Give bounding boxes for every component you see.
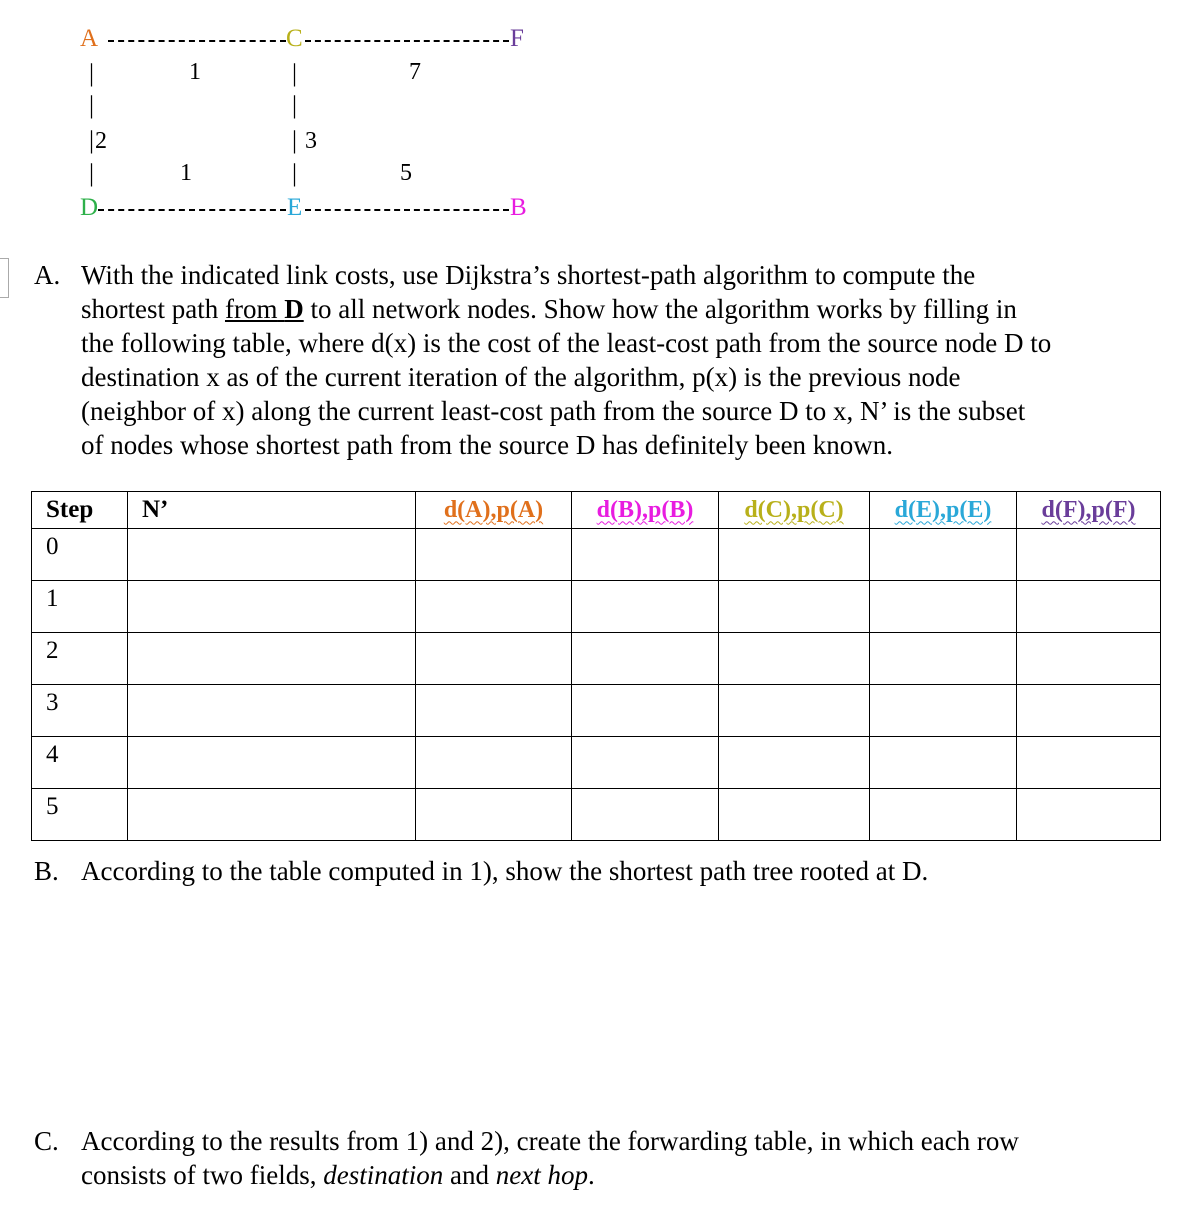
table-row — [32, 737, 1161, 789]
question-a-line-6: of nodes whose shortest path from the source D has definitely been known. — [81, 430, 894, 460]
cell-f[interactable] — [1017, 789, 1161, 841]
header-e: d(E),p(E) — [870, 492, 1017, 529]
link-c-e: | — [292, 127, 298, 154]
n-prime-cell[interactable] — [128, 789, 416, 841]
n-prime-cell[interactable] — [128, 685, 416, 737]
cell-b[interactable] — [572, 737, 719, 789]
table-row — [32, 581, 1161, 633]
question-a-line-2-post: to all network nodes. Show how the algorithm works by filling in — [303, 294, 1017, 324]
cost-a-d: 2 — [95, 128, 107, 154]
cell-a[interactable] — [416, 737, 572, 789]
table-row — [32, 789, 1161, 841]
cell-e[interactable] — [870, 633, 1017, 685]
cell-b[interactable] — [572, 581, 719, 633]
cell-a[interactable] — [416, 581, 572, 633]
node-e: E — [287, 194, 303, 221]
question-c-destination: destination — [323, 1160, 444, 1190]
link-c-f — [305, 40, 509, 42]
question-c-next-hop: next hop — [495, 1160, 588, 1190]
cell-f[interactable] — [1017, 581, 1161, 633]
cell-f[interactable] — [1017, 529, 1161, 581]
cell-b[interactable] — [572, 633, 719, 685]
node-f: F — [510, 25, 524, 52]
header-f: d(F),p(F) — [1017, 492, 1161, 529]
node-c: C — [286, 25, 303, 52]
table-header-row — [32, 492, 1161, 529]
cell-b[interactable] — [572, 789, 719, 841]
cell-c[interactable] — [719, 529, 870, 581]
node-b: B — [510, 194, 527, 221]
cost-c-e: 3 — [305, 128, 317, 154]
link-a-c — [108, 40, 286, 42]
cell-f[interactable] — [1017, 633, 1161, 685]
cell-e[interactable] — [870, 737, 1017, 789]
question-a — [34, 258, 1154, 462]
question-a-line-1: With the indicated link costs, use Dijkstra’s shortest-path algorithm to compute the — [81, 260, 976, 290]
n-prime-cell[interactable] — [128, 737, 416, 789]
n-prime-cell[interactable] — [128, 633, 416, 685]
question-a-line-4: destination x as of the current iteration of the algorithm, p(x) is the previous node — [81, 362, 961, 392]
cell-f[interactable] — [1017, 737, 1161, 789]
header-a: d(A),p(A) — [416, 492, 572, 529]
cost-c-f: 7 — [409, 59, 421, 85]
header-b: d(B),p(B) — [572, 492, 719, 529]
n-prime-cell[interactable] — [128, 529, 416, 581]
table-row — [32, 633, 1161, 685]
header-c: d(C),p(C) — [719, 492, 870, 529]
cost-e-b: 5 — [400, 160, 412, 186]
link-d-e — [98, 209, 286, 211]
link-a-d: | — [89, 160, 95, 187]
cell-a[interactable] — [416, 633, 572, 685]
header-n-prime: N’ — [128, 492, 416, 529]
cell-b[interactable] — [572, 685, 719, 737]
link-a-d: | — [89, 127, 95, 154]
link-c-e: | — [292, 160, 298, 187]
step-cell: 2 — [32, 633, 128, 685]
n-prime-cell[interactable] — [128, 581, 416, 633]
link-c-e: | — [292, 60, 298, 87]
cost-a-c: 1 — [189, 59, 201, 85]
question-b-text: According to the table computed in 1), show the shortest path tree rooted at D. — [81, 856, 929, 886]
question-c-line-2-pre: consists of two fields, — [81, 1160, 324, 1190]
step-cell: 0 — [32, 529, 128, 581]
question-a-marker: A. — [34, 260, 61, 290]
link-a-d: | — [89, 60, 95, 87]
question-c — [34, 1124, 1154, 1192]
link-a-d: | — [89, 92, 95, 119]
cell-a[interactable] — [416, 789, 572, 841]
cell-b[interactable] — [572, 529, 719, 581]
cell-e[interactable] — [870, 581, 1017, 633]
cell-c[interactable] — [719, 737, 870, 789]
cell-f[interactable] — [1017, 685, 1161, 737]
cell-c[interactable] — [719, 581, 870, 633]
question-c-line-1: According to the results from 1) and 2), create the forwarding table, in which each row — [81, 1126, 1019, 1156]
question-a-source-d: D — [284, 294, 304, 324]
header-step: Step — [32, 492, 128, 529]
question-b-marker: B. — [34, 856, 59, 886]
cost-d-e: 1 — [180, 160, 192, 186]
link-c-e: | — [292, 92, 298, 119]
dijkstra-table — [31, 491, 1161, 841]
step-cell: 5 — [32, 789, 128, 841]
step-cell: 3 — [32, 685, 128, 737]
question-c-line-2-mid: and — [443, 1160, 496, 1190]
step-cell: 1 — [32, 581, 128, 633]
question-c-line-2-post: . — [587, 1160, 595, 1190]
table-row — [32, 685, 1161, 737]
cell-c[interactable] — [719, 685, 870, 737]
node-d: D — [80, 194, 99, 221]
question-a-from: from — [224, 294, 278, 324]
cell-e[interactable] — [870, 529, 1017, 581]
link-e-b — [305, 209, 509, 211]
step-cell: 4 — [32, 737, 128, 789]
cell-e[interactable] — [870, 789, 1017, 841]
question-a-line-3: the following table, where d(x) is the cost of the least-cost path from the source node D to — [81, 328, 1052, 358]
node-a: A — [80, 25, 99, 52]
margin-marker — [0, 258, 9, 298]
cell-c[interactable] — [719, 633, 870, 685]
question-b — [34, 854, 1154, 888]
cell-e[interactable] — [870, 685, 1017, 737]
question-c-marker: C. — [34, 1126, 59, 1156]
cell-a[interactable] — [416, 685, 572, 737]
question-a-line-2-pre: shortest path — [81, 294, 225, 324]
cell-c[interactable] — [719, 789, 870, 841]
question-a-line-5: (neighbor of x) along the current least-cost path from the source D to x, N’ is the subset — [81, 396, 1026, 426]
cell-a[interactable] — [416, 529, 572, 581]
table-row — [32, 529, 1161, 581]
